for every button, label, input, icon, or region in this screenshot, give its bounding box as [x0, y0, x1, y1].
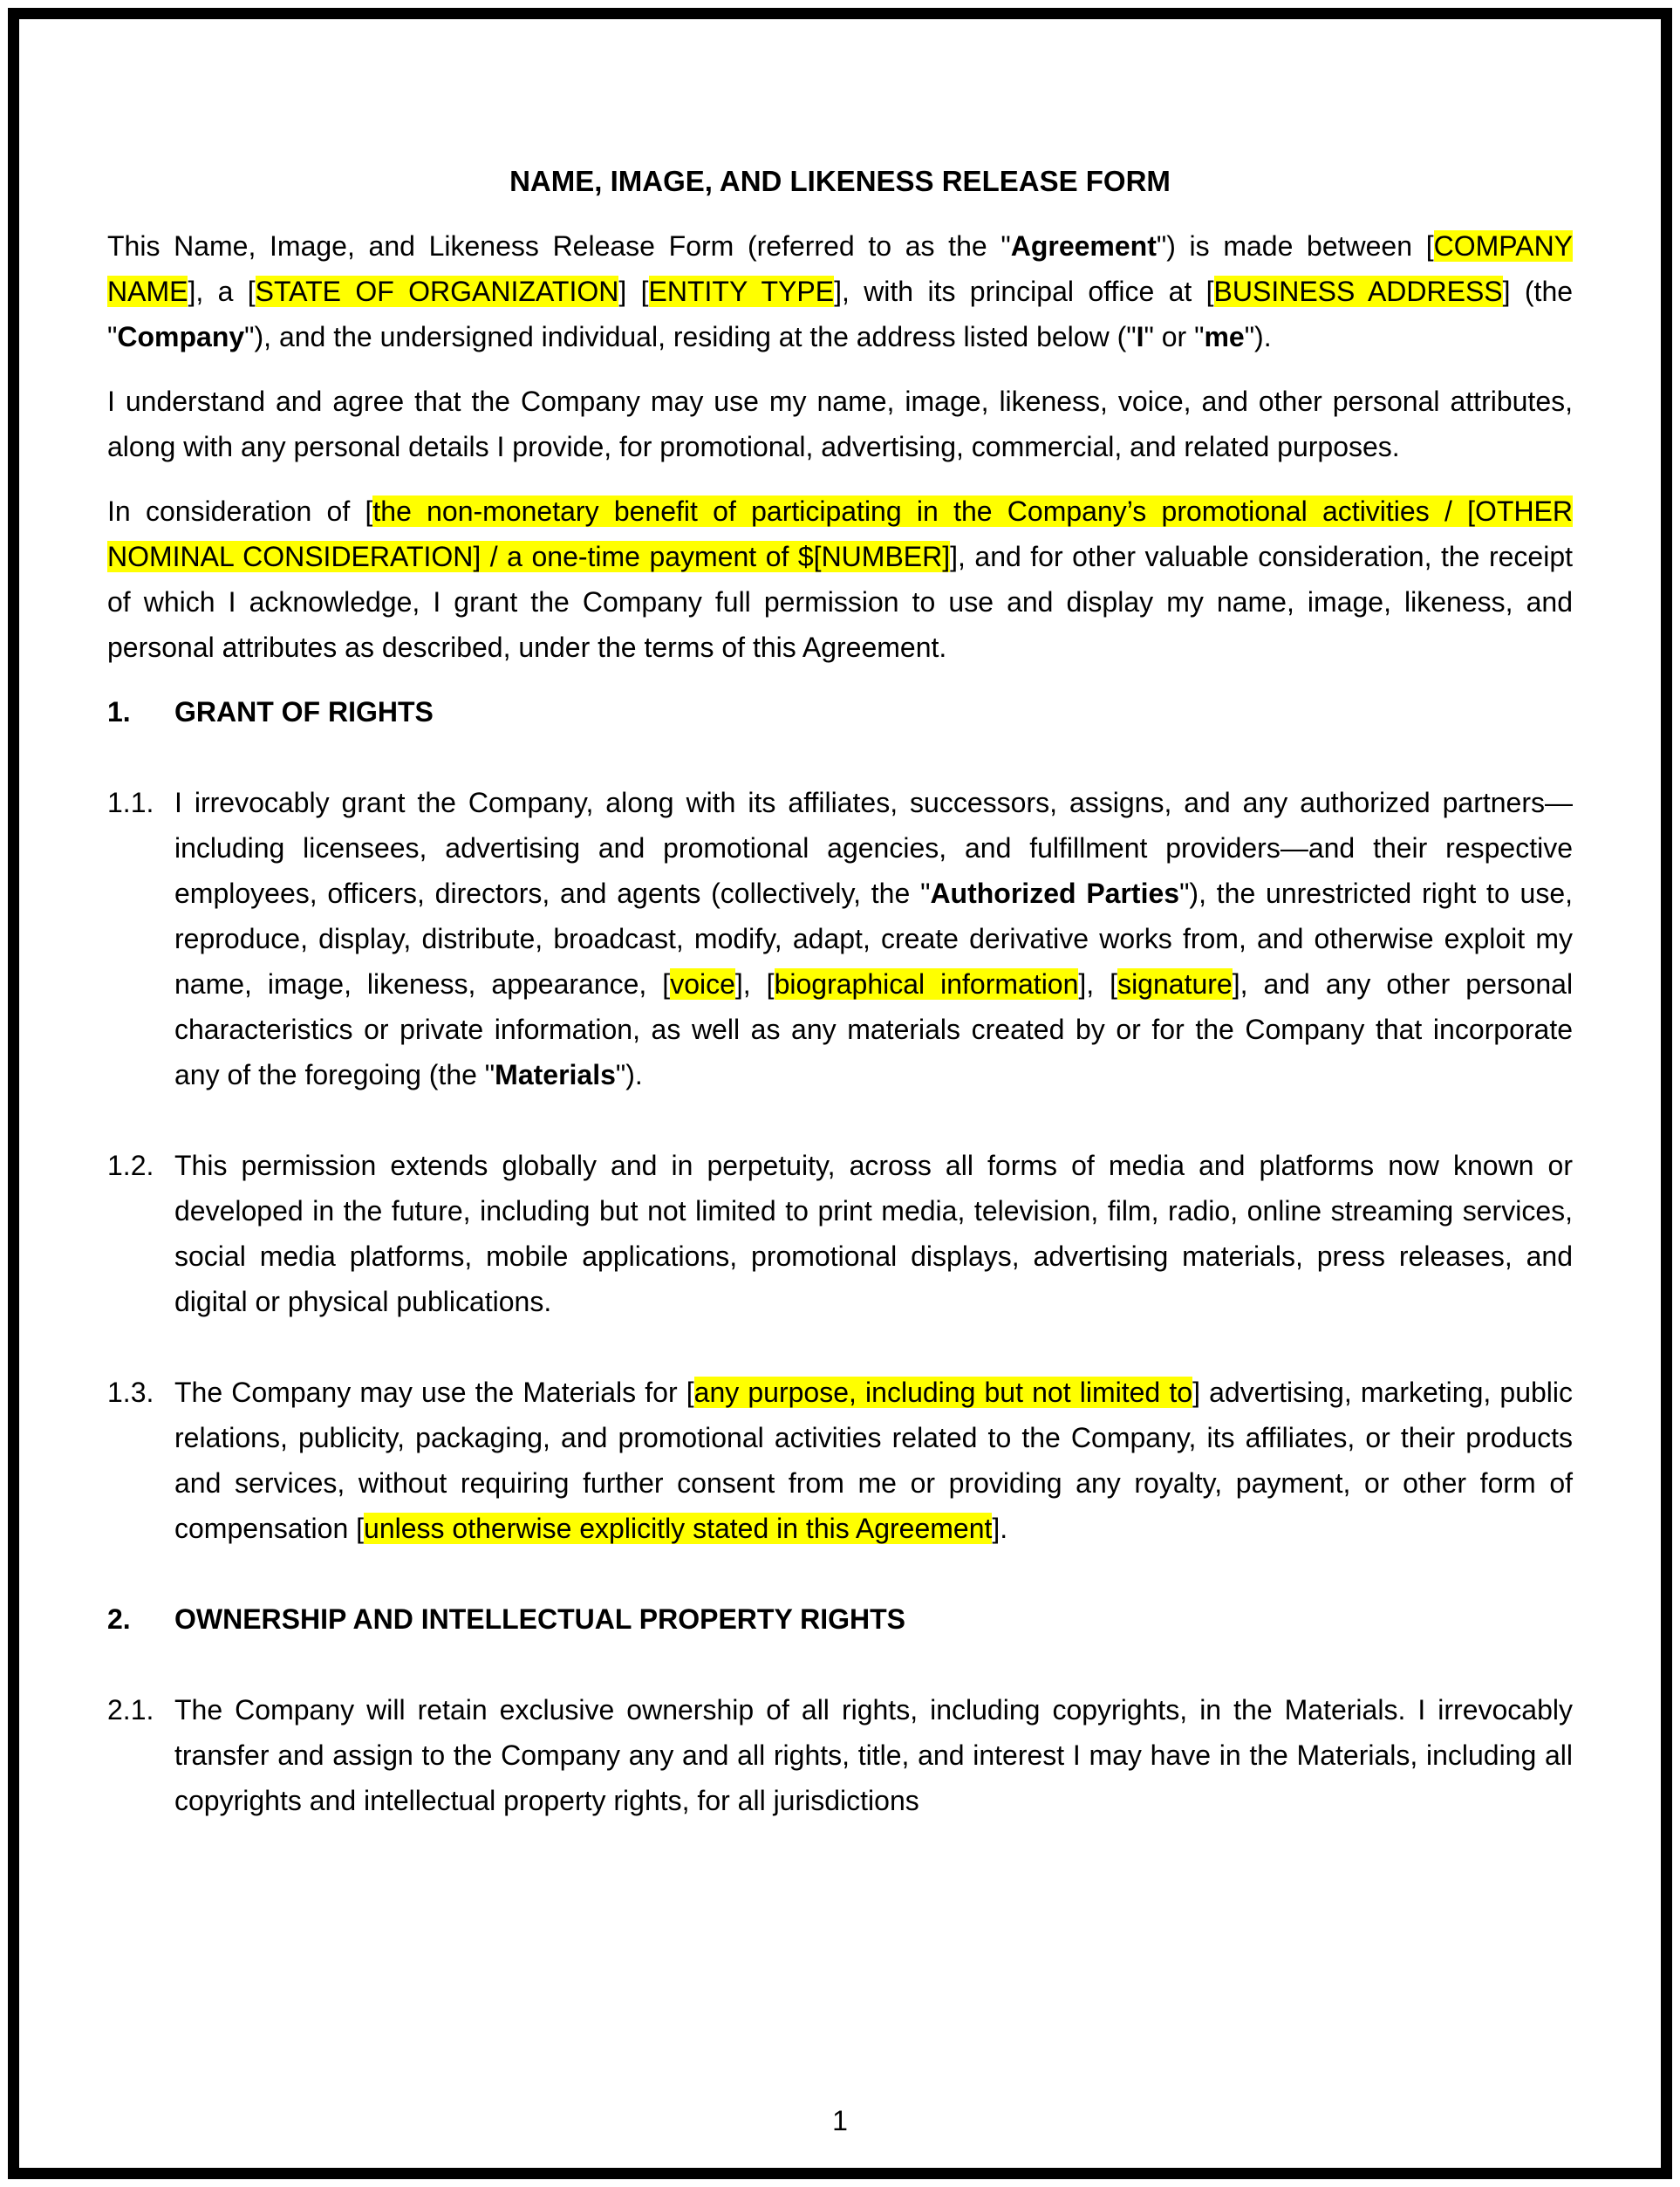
- section-heading: [107, 689, 1573, 735]
- bold-text: me: [1204, 321, 1245, 352]
- highlighted-placeholder: biographical information: [774, 968, 1079, 1000]
- text-segment: ], [: [734, 968, 775, 1000]
- text-segment: ], a [: [188, 276, 256, 307]
- document-title: NAME, IMAGE, AND LIKENESS RELEASE FORM: [509, 165, 1171, 197]
- bold-text: I: [1136, 321, 1144, 352]
- section-heading-text: GRANT OF RIGHTS: [174, 696, 434, 728]
- paragraph: [107, 223, 1573, 359]
- text-segment: This permission extends globally and in perpetuity, across all forms of media and platforms now known or developed in the future, including but not limited to print media, television, film, radio, online streaming services, social media platforms, mobile applications, promotional displays, advertising materials, press releases, and digital or physical publications.: [174, 1150, 1573, 1317]
- text-segment: " or ": [1144, 321, 1205, 352]
- intro-paragraphs: [107, 223, 1573, 670]
- clause-number: 2.1.: [107, 1694, 154, 1726]
- clause-number: 1.2.: [107, 1150, 154, 1181]
- paragraph: [107, 379, 1573, 469]
- text-segment: The Company may use the Materials for [: [174, 1377, 694, 1408]
- highlighted-placeholder: voice: [670, 968, 735, 1000]
- bold-text: Company: [117, 321, 245, 352]
- highlighted-placeholder: COMPANY NAME: [107, 230, 1574, 307]
- text-segment: ").: [1244, 321, 1272, 352]
- text-segment: ] [: [618, 276, 649, 307]
- highlighted-placeholder: ENTITY TYPE: [648, 276, 835, 307]
- paragraph: [107, 489, 1573, 670]
- document-sections: [107, 689, 1573, 1823]
- highlighted-placeholder: BUSINESS ADDRESS: [1213, 276, 1503, 307]
- text-segment: ] advertising, marketing, public relations, publicity, packaging, and promotional activities related to the Company, its affiliates, or their products and services, without requiring further consent from me or providing any royalty, payment, or other form of compensation [: [174, 1377, 1574, 1544]
- text-segment: ], with its principal office at [: [834, 276, 1214, 307]
- text-segment: ].: [992, 1513, 1008, 1544]
- highlighted-placeholder: signature: [1117, 968, 1233, 1000]
- clause: [107, 1370, 1573, 1551]
- section-number: 1.: [107, 696, 131, 728]
- clause: [107, 1687, 1573, 1823]
- text-segment: ] (the ": [107, 276, 1574, 352]
- text-segment: This Name, Image, and Likeness Release Form (referred to as the ": [107, 230, 1011, 262]
- clause: [107, 780, 1573, 1097]
- highlighted-placeholder: unless otherwise explicitly stated in this Agreement: [364, 1513, 993, 1544]
- text-segment: ").: [615, 1059, 643, 1090]
- text-segment: In consideration of [: [107, 495, 373, 527]
- text-segment: "), and the undersigned individual, residing at the address listed below (": [244, 321, 1137, 352]
- section-number: 2.: [107, 1603, 131, 1635]
- section-heading: [107, 1596, 1573, 1642]
- bold-text: Agreement: [1010, 230, 1157, 262]
- page-number: 1: [832, 2105, 848, 2136]
- clause-number: 1.3.: [107, 1377, 154, 1408]
- highlighted-placeholder: any purpose, including but not limited to: [693, 1377, 1193, 1408]
- document-content: [107, 159, 1573, 1869]
- text-segment: ") is made between [: [1156, 230, 1434, 262]
- text-segment: ], and any other personal characteristics or private information, as well as any materials created by or for the Company that incorporate any of the foregoing (the ": [174, 968, 1574, 1090]
- text-segment: I understand and agree that the Company may use my name, image, likeness, voice, and other personal attributes, along with any personal details I provide, for promotional, advertising, commercial, and related purposes.: [107, 386, 1573, 462]
- text-segment: ], and for other valuable consideration, the receipt of which I acknowledge, I grant the Company full permission to use and display my name, image, likeness, and personal attributes as described, under the terms of this Agreement.: [107, 541, 1573, 663]
- section-heading-text: OWNERSHIP AND INTELLECTUAL PROPERTY RIGHTS: [174, 1603, 905, 1635]
- bold-text: Materials: [495, 1059, 616, 1090]
- page-footer: [0, 2103, 1680, 2138]
- clause: [107, 1143, 1573, 1324]
- highlighted-placeholder: STATE OF ORGANIZATION: [255, 276, 619, 307]
- text-segment: I irrevocably grant the Company, along with its affiliates, successors, assigns, and any authorized partners—including licensees, advertising and promotional agencies, and fulfillment providers—and their respective employees, officers, directors, and agents (collectively, the ": [174, 787, 1573, 909]
- highlighted-placeholder: the non-monetary benefit of participating in the Company’s promotional activities / [OTHER NOMINAL CONSIDERATION] / a one-time payment of $[NUMBER]: [107, 495, 1574, 572]
- text-segment: ], [: [1078, 968, 1118, 1000]
- clause-number: 1.1.: [107, 787, 154, 818]
- bold-text: Authorized Parties: [930, 878, 1180, 909]
- text-segment: The Company will retain exclusive ownership of all rights, including copyrights, in the Materials. I irrevocably transfer and assign to the Company any and all rights, title, and interest I may have in the Materials, including all copyrights and intellectual property rights, for all jurisdictions: [174, 1694, 1573, 1816]
- text-segment: "), the unrestricted right to use, reproduce, display, distribute, broadcast, modify, adapt, create derivative works from, and otherwise exploit my name, image, likeness, appearance, [: [174, 878, 1574, 1000]
